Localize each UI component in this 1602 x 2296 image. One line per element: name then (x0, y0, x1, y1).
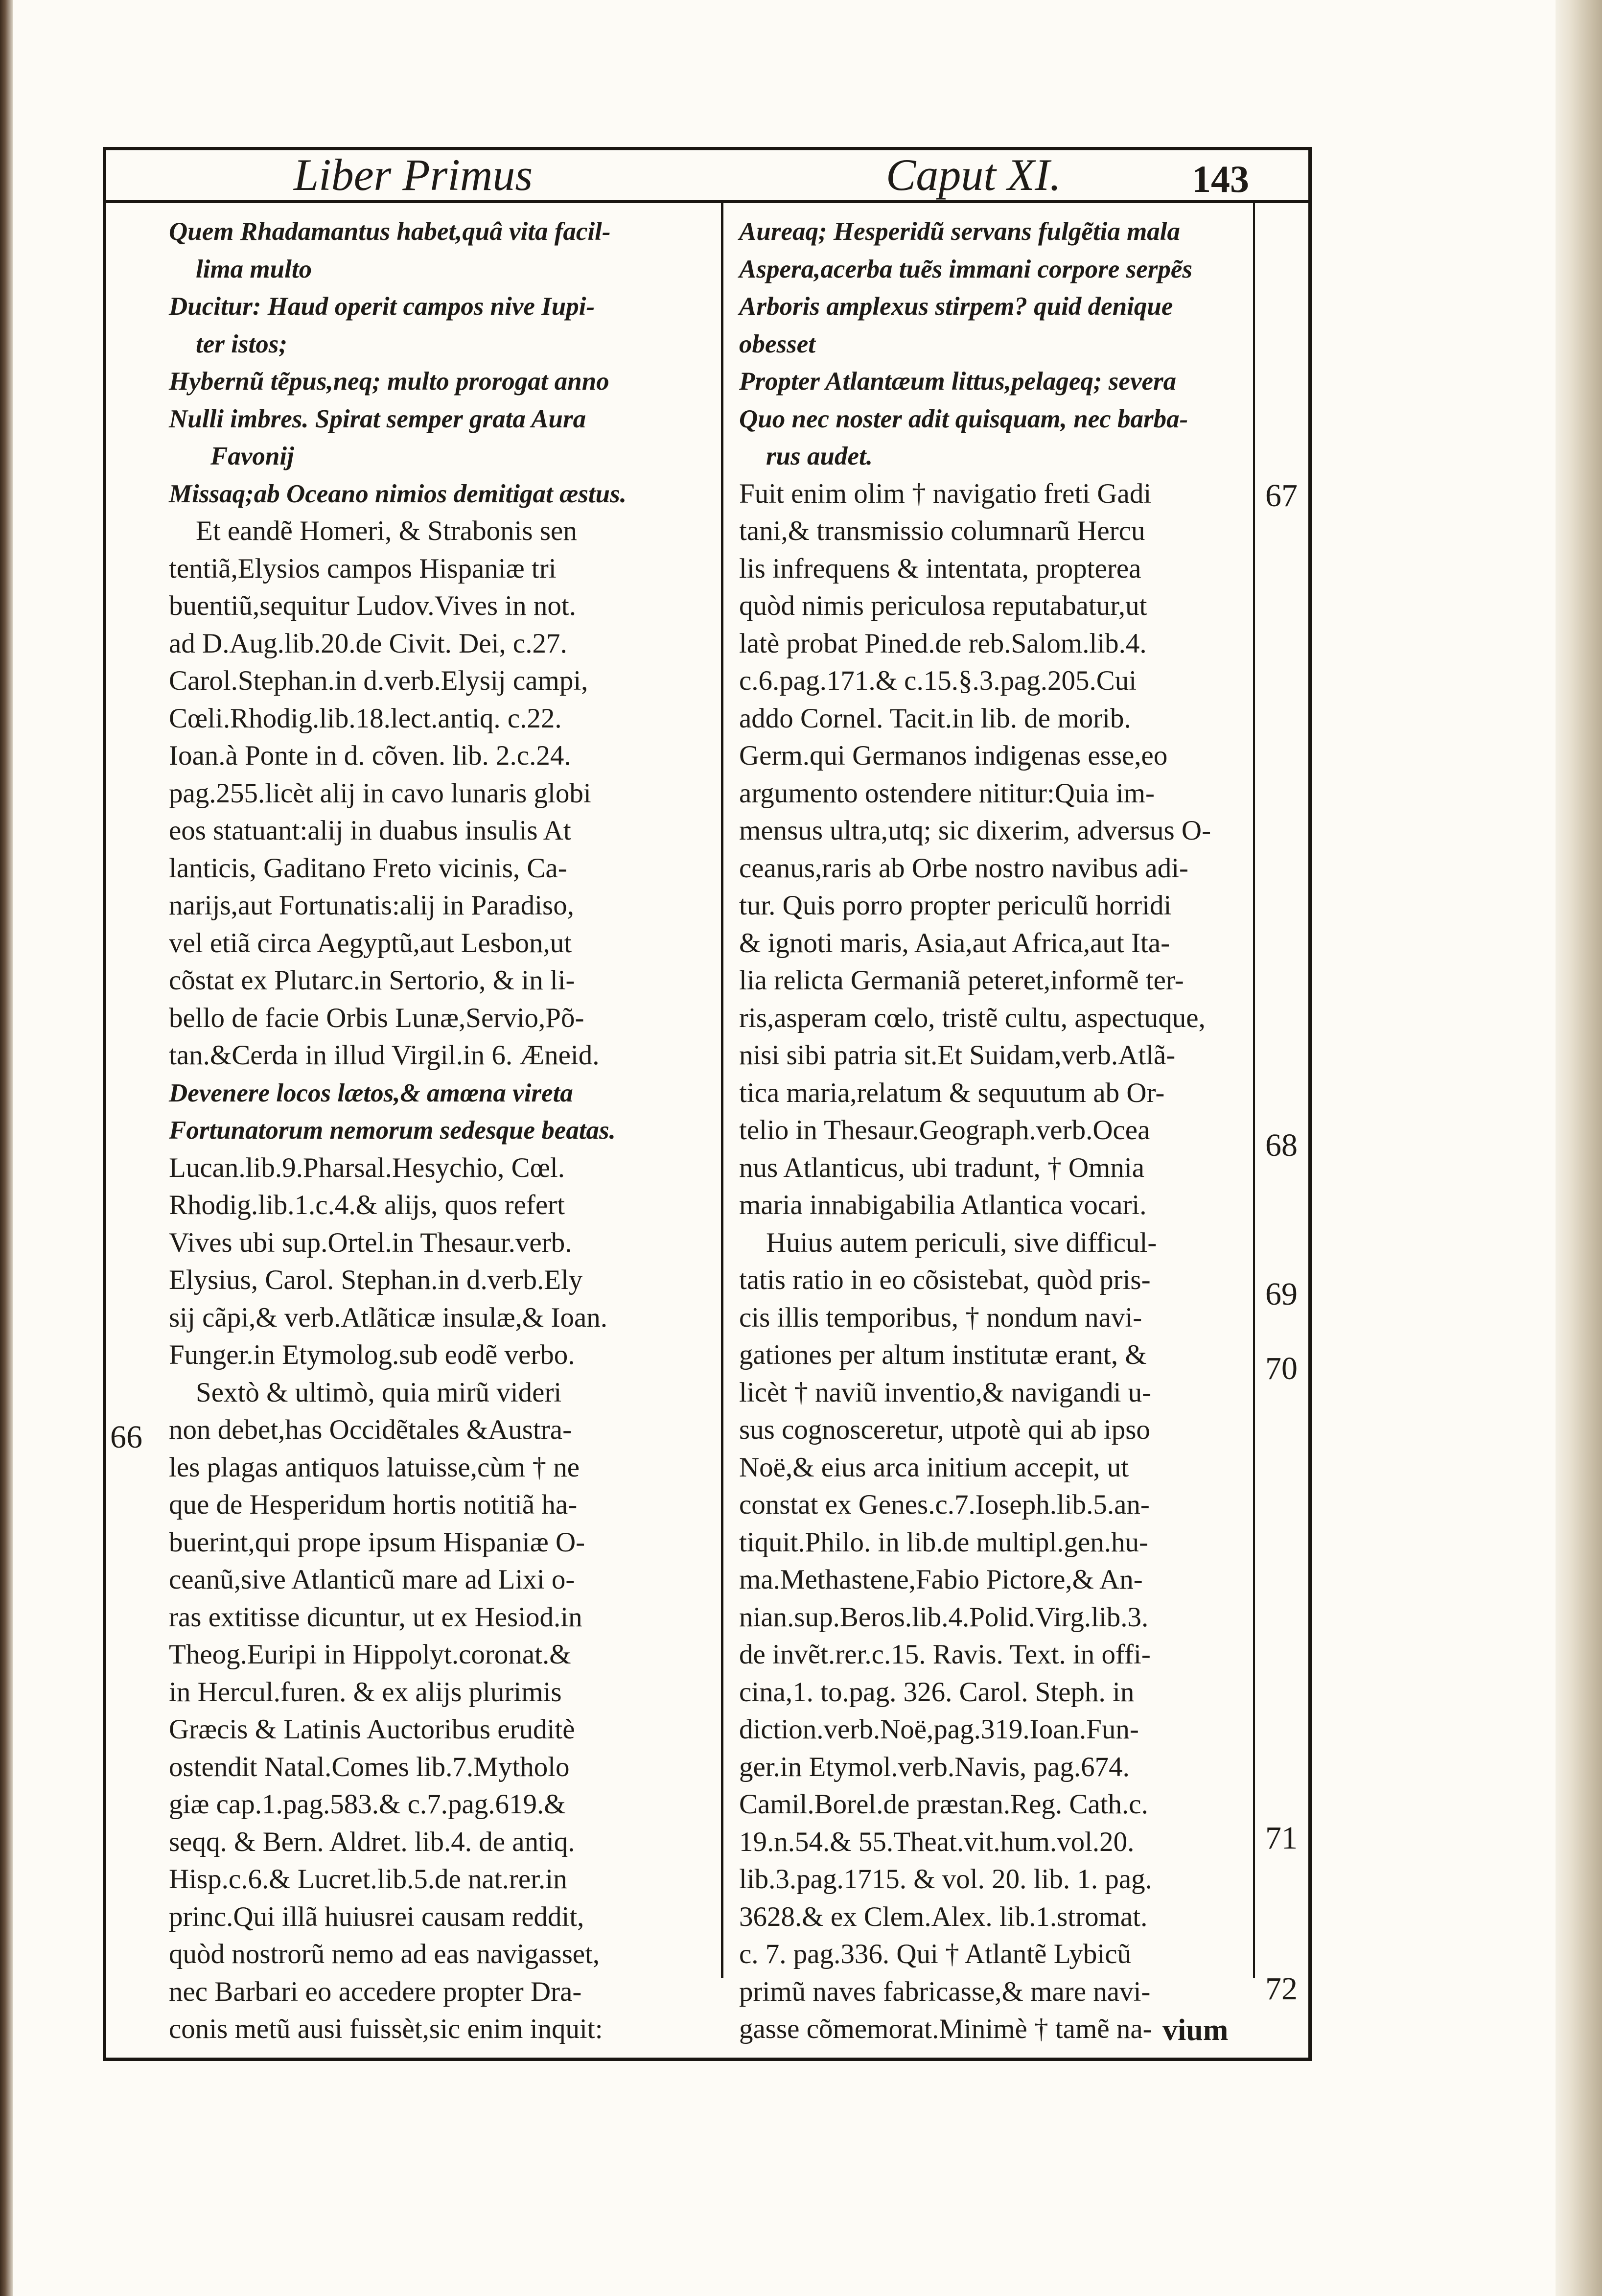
text-line: Hisp.c.6.& Lucret.lib.5.de nat.rer.in (169, 1864, 567, 1895)
text-line: argumento ostendere nititur:Quia im- (739, 777, 1155, 809)
text-line: nian.sup.Beros.lib.4.Polid.Virg.lib.3. (739, 1601, 1149, 1633)
margin-number-72: 72 (1265, 1971, 1298, 2007)
right-text-column (739, 213, 1248, 2048)
text-line: Elysius, Carol. Stephan.in d.verb.Ely (169, 1265, 583, 1295)
text-line: lima multo (196, 255, 312, 283)
margin-number-69: 69 (1265, 1276, 1298, 1312)
margin-number-67: 67 (1265, 478, 1298, 514)
text-line: que de Hesperidum hortis notitiã ha- (169, 1489, 578, 1520)
text-line: lanticis, Gaditano Freto vicinis, Ca- (169, 852, 567, 884)
text-line: Fortunatorum nemorum sedesque beatas. (169, 1116, 616, 1145)
text-line: pag.255.licèt alij in cavo lunaris globi (169, 777, 591, 809)
text-line: cõstat ex Plutarc.in Sertorio, & in li- (169, 965, 575, 996)
text-line: ostendit Natal.Comes lib.7.Mytholo (169, 1751, 570, 1782)
text-line: Lucan.lib.9.Pharsal.Hesychio, Cœl. (169, 1152, 565, 1183)
text-line: Devenere locos lætos,& amœna vireta (169, 1078, 573, 1107)
page-stack-edge (1556, 0, 1602, 2296)
text-line: Rhodig.lib.1.c.4.& alijs, quos refert (169, 1190, 565, 1220)
text-line: Aspera,acerba tuẽs immani corpore serpẽs (739, 255, 1192, 283)
text-line: addo Cornel. Tacit.in lib. de morib. (739, 703, 1131, 734)
text-line: Vives ubi sup.Ortel.in Thesaur.verb. (169, 1227, 572, 1258)
margin-number-71: 71 (1265, 1820, 1298, 1856)
text-line: c. 7. pag.336. Qui † Atlantẽ Lybicũ (739, 1939, 1132, 1969)
text-line: narijs,aut Fortunatis:alij in Paradiso, (169, 890, 574, 921)
text-line: Græcis & Latinis Auctoribus eruditè (169, 1714, 575, 1745)
text-line: non debet,has Occidẽtales &Austra- (169, 1414, 572, 1445)
running-header (103, 147, 1312, 203)
text-line: diction.verb.Noë,pag.319.Ioan.Fun- (739, 1714, 1139, 1745)
text-line: Quo nec noster adit quisquam, nec barba- (739, 404, 1188, 433)
text-line: tur. Quis porro propter periculũ horridi (739, 890, 1172, 921)
text-line: cis illis temporibus, † nondum navi- (739, 1302, 1142, 1333)
text-line: Huius autem periculi, sive difficul- (766, 1227, 1157, 1258)
text-line: ras extitisse dicuntur, ut ex Hesiod.in (169, 1601, 582, 1633)
text-line: gasse cõmemorat.Minimè † tamẽ na- (739, 2014, 1152, 2044)
text-line: mensus ultra,utq; sic dixerim, adversus O- (739, 815, 1211, 846)
text-line: Fuit enim olim † navigatio freti Gadi (739, 478, 1152, 509)
text-line: Missaq;ab Oceano nimios demitigat æstus. (169, 479, 627, 508)
text-line: lia relicta Germaniã peteret,informẽ ter- (739, 965, 1184, 996)
text-line: Nulli imbres. Spirat semper grata Aura (169, 404, 586, 433)
text-line: nisi sibi patria sit.Et Suidam,verb.Atlã- (739, 1040, 1176, 1071)
right-margin-rule (1253, 203, 1255, 1978)
book-spine-edge (0, 0, 13, 2296)
text-line: Aureaq; Hesperidũ servans fulgẽtia mala (739, 217, 1181, 246)
text-line: vel etiã circa Aegyptũ,aut Lesbon,ut (169, 927, 572, 959)
text-line: ger.in Etymol.verb.Navis, pag.674. (739, 1751, 1130, 1782)
text-line: sus cognosceretur, utpotè qui ab ipso (739, 1414, 1150, 1445)
text-line: Et eandẽ Homeri, & Strabonis sen (196, 515, 577, 546)
text-line: nus Atlanticus, ubi tradunt, † Omnia (739, 1152, 1145, 1183)
text-line: tan.&Cerda in illud Virgil.in 6. Æneid. (169, 1040, 600, 1071)
text-line: Funger.in Etymolog.sub eodẽ verbo. (169, 1339, 575, 1370)
text-line: gationes per altum institutæ erant, & (739, 1339, 1147, 1370)
text-line: constat ex Genes.c.7.Ioseph.lib.5.an- (739, 1489, 1150, 1520)
margin-number-70: 70 (1265, 1351, 1298, 1386)
text-line: ter istos; (196, 329, 287, 358)
text-line: nec Barbari eo accedere propter Dra- (169, 1976, 582, 2007)
text-line: ad D.Aug.lib.20.de Civit. Dei, c.27. (169, 628, 567, 659)
text-line: licèt † naviũ inventio,& navigandi u- (739, 1377, 1152, 1408)
text-line: ma.Methastene,Fabio Pictore,& An- (739, 1564, 1143, 1595)
text-line: ceanũ,sive Atlanticũ mare ad Lixi o- (169, 1564, 575, 1595)
text-line: maria innabigabilia Atlantica vocari. (739, 1190, 1147, 1220)
text-line: giæ cap.1.pag.583.& c.7.pag.619.& (169, 1789, 566, 1820)
text-line: telio in Thesaur.Geograph.verb.Ocea (739, 1115, 1150, 1146)
text-line: Theog.Euripi in Hippolyt.coronat.& (169, 1639, 571, 1670)
text-line: tentiã,Elysios campos Hispaniæ tri (169, 553, 557, 584)
page-number: 143 (1192, 158, 1249, 200)
text-line: conis metũ ausi fuissèt,sic enim inquit: (169, 2014, 603, 2044)
text-line: obesset (739, 329, 816, 358)
text-line: primũ naves fabricasse,& mare navi- (739, 1976, 1151, 2007)
text-line: Ducitur: Haud operit campos nive Iupi- (169, 292, 595, 321)
text-line: cina,1. to.pag. 326. Carol. Steph. in (739, 1676, 1135, 1708)
text-line: Germ.qui Germanos indigenas esse,eo (739, 740, 1168, 771)
text-line: buentiũ,sequitur Ludov.Vives in not. (169, 590, 576, 621)
text-line: quòd nimis periculosa reputabatur,ut (739, 590, 1147, 621)
text-line: ris,asperam cœlo, tristẽ cultu, aspectuque, (739, 1002, 1206, 1033)
text-line: sij cãpi,& verb.Atlãticæ insulæ,& Ioan. (169, 1302, 608, 1333)
text-line: Favonij (210, 442, 294, 470)
text-line: buerint,qui prope ipsum Hispaniæ O- (169, 1526, 585, 1558)
text-line: Cœli.Rhodig.lib.18.lect.antiq. c.22. (169, 703, 562, 734)
text-line: eos statuant:alij in duabus insulis At (169, 815, 571, 846)
text-line: 19.n.54.& 55.Theat.vit.hum.vol.20. (739, 1826, 1135, 1857)
text-line: rus audet. (766, 442, 873, 470)
text-line: Ioan.à Ponte in d. cõven. lib. 2.c.24. (169, 740, 571, 771)
text-line: 3628.& ex Clem.Alex. lib.1.stromat. (739, 1901, 1148, 1932)
text-line: quòd nostrorũ nemo ad eas navigasset, (169, 1939, 600, 1969)
text-line: princ.Qui illã huiusrei causam reddit, (169, 1901, 584, 1932)
text-line: Quem Rhadamantus habet,quâ vita facil- (169, 217, 611, 246)
text-line: lis infrequens & intentata, propterea (739, 553, 1141, 584)
column-divider (721, 203, 723, 1978)
text-line: Propter Atlantæum littus,pelageq; severa (739, 367, 1177, 396)
text-line: Camil.Borel.de præstan.Reg. Cath.c. (739, 1789, 1148, 1820)
margin-number-66: 66 (110, 1419, 142, 1455)
text-line: les plagas antiquos latuisse,cùm † ne (169, 1452, 580, 1483)
text-line: Sextò & ultimò, quia mirũ videri (196, 1377, 562, 1408)
text-line: Hybernũ tẽpus,neq; multo prorogat anno (169, 367, 609, 396)
text-line: latè probat Pined.de reb.Salom.lib.4. (739, 628, 1147, 659)
text-line: tatis ratio in eo cõsistebat, quòd pris- (739, 1265, 1151, 1295)
text-line: bello de facie Orbis Lunæ,Servio,Põ- (169, 1002, 584, 1033)
text-line: ceanus,raris ab Orbe nostro navibus adi- (739, 852, 1189, 884)
text-line: tica maria,relatum & sequutum ab Or- (739, 1077, 1165, 1108)
text-line: Arboris amplexus stirpem? quid denique (739, 292, 1173, 321)
text-line: & ignoti maris, Asia,aut Africa,aut Ita- (739, 927, 1170, 959)
running-head-book: Liber Primus (294, 150, 533, 200)
text-line: Noë,& eius arca initium accepit, ut (739, 1452, 1129, 1483)
text-line: c.6.pag.171.& c.15.§.3.pag.205.Cui (739, 665, 1137, 696)
text-line: lib.3.pag.1715. & vol. 20. lib. 1. pag. (739, 1864, 1152, 1895)
catchword: vium (1162, 2014, 1229, 2047)
text-line: in Hercul.furen. & ex alijs plurimis (169, 1676, 562, 1708)
running-head-chapter: Caput XI. (886, 150, 1061, 200)
text-line: de invẽt.rer.c.15. Ravis. Text. in offi- (739, 1639, 1151, 1670)
text-line: seqq. & Bern. Aldret. lib.4. de antiq. (169, 1826, 575, 1857)
margin-number-68: 68 (1265, 1127, 1298, 1163)
left-text-column (169, 213, 712, 2048)
text-line: Carol.Stephan.in d.verb.Elysij campi, (169, 665, 588, 696)
text-line: tiquit.Philo. in lib.de multipl.gen.hu- (739, 1526, 1148, 1558)
text-line: tani,& transmissio columnarũ Hercu (739, 515, 1145, 546)
